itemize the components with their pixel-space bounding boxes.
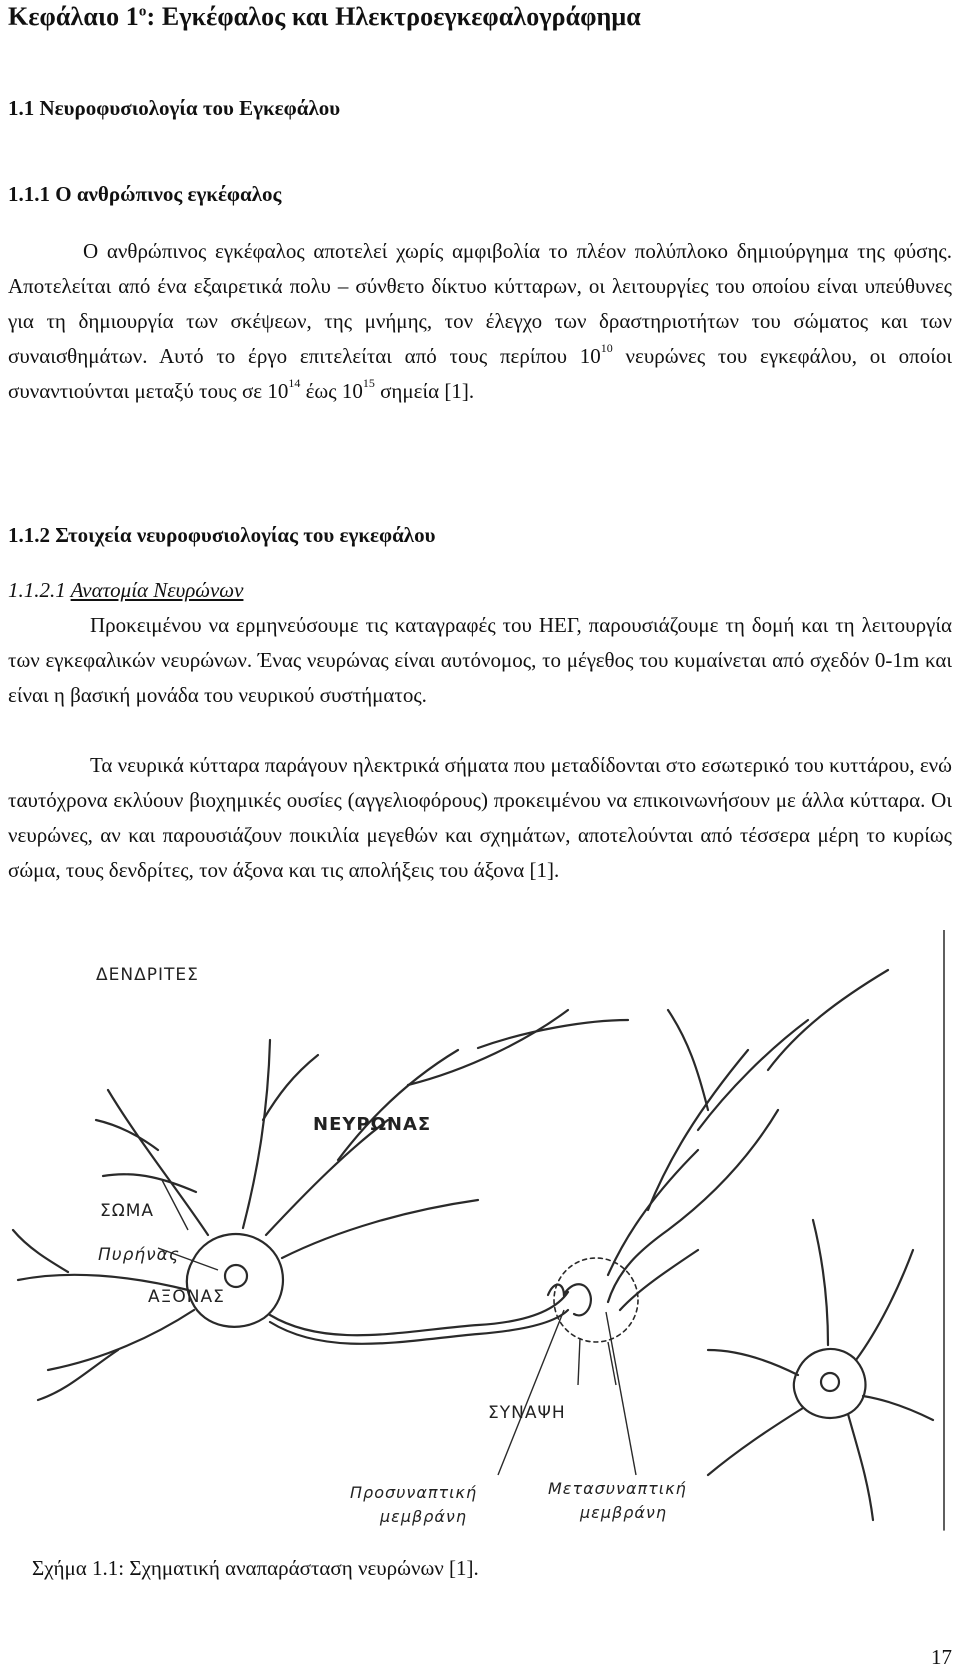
paragraph-brain-intro-text-3: έως 10: [300, 379, 363, 403]
label-postsynaptic-line2: μεμβράνη: [580, 1503, 667, 1522]
label-neuron: ΝΕΥΡΩΝΑΣ: [313, 1114, 432, 1135]
label-postsynaptic-line1: Μετασυναπτική: [548, 1479, 687, 1498]
label-presynaptic-line1: Προσυναπτική: [350, 1483, 478, 1502]
page-number: 17: [931, 1645, 952, 1669]
section-heading-1-1-1: 1.1.1 Ο ανθρώπινος εγκέφαλος: [8, 182, 282, 206]
chapter-title: [8, 2, 641, 32]
section-heading-1-1: 1.1 Νευροφυσιολογία του Εγκεφάλου: [8, 96, 341, 120]
exponent-15: 15: [362, 376, 375, 390]
paragraph-brain-intro-text-2: νευρώνες του εγκεφάλου, οι οποίοι συναντιούνται μεταξύ τους σε 10: [8, 344, 953, 403]
figure-caption: Σχήμα 1.1: Σχηματική αναπαράσταση νευρώνων [1].: [32, 1556, 479, 1580]
neuron-diagram: [8, 930, 952, 1550]
subsection-heading-1-1-2-1: [8, 578, 243, 603]
subsection-number: 1.1.2.1: [8, 578, 71, 602]
section-heading-1-1-2: 1.1.2 Στοιχεία νευροφυσιολογίας του εγκεφάλου: [8, 523, 436, 547]
chapter-title-rest: : Εγκέφαλος και Ηλεκτροεγκεφαλογράφημα: [146, 2, 641, 31]
neuron-figure: [8, 930, 952, 1550]
chapter-title-superscript: ο: [138, 3, 147, 20]
neuron-drawing: [13, 930, 944, 1530]
chapter-title-main: Κεφάλαιο 1: [8, 2, 139, 31]
label-soma: ΣΩΜΑ: [100, 1201, 155, 1221]
paragraph-brain-intro-text: Ο ανθρώπινος εγκέφαλος αποτελεί χωρίς αμφιβολία το πλέον πολύπλοκο δημιούργημα της φύσης. Αποτελείται από ένα εξαιρετικά πολυ – σύνθετο δίκτυο κύτταρων, οι λειτουργίες του οποίου είναι υπεύθυνες για τη δημιουργία των σκέψεων, της μνήμης, τον έλεγχο των δραστηριοτήτων του σώματος και των συναισθημάτων. Αυτό το έργο επιτελείται από τους περίπου 10: [8, 239, 952, 368]
paragraph-brain-intro: [8, 234, 952, 409]
paragraph-brain-intro-text-4: σημεία [1].: [374, 379, 475, 403]
label-dendrites: ΔΕΝΔΡΙΤΕΣ: [96, 965, 199, 985]
paragraph-neuron-anatomy: Προκειμένου να ερμηνεύσουμε τις καταγραφές του ΗΕΓ, παρουσιάζουμε τη δομή και τη λειτουργία των εγκεφαλικών νευρώνων. Ένας νευρώνας είναι αυτόνομος, το μέγεθος του κυμαίνεται από σχεδόν 0-1m και είναι η βασική μονάδα του νευρικού συστήματος.: [8, 613, 952, 707]
subsection-title: Ανατομία Νευρώνων: [70, 578, 244, 602]
label-nucleus: Πυρήνας: [98, 1245, 180, 1265]
exponent-10: 10: [600, 341, 613, 355]
label-axon: ΑΞΟΝΑΣ: [148, 1287, 225, 1307]
paragraph-neuron-signals: Τα νευρικά κύτταρα παράγουν ηλεκτρικά σήματα που μεταδίδονται στο εσωτερικό του κυττάρου, ενώ ταυτόχρονα εκλύουν βιοχημικές ουσίες (αγγελιοφόρους) προκειμένου να επικοινωνήσουν με άλλα κύτταρα. Οι νευρώνες, αν και παρουσιάζουν ποικιλία μεγεθών και σχημάτων, αποτελούνται από τέσσερα μέρη το κυρίως σώμα, τους δενδρίτες, τον άξονα και τις απολήξεις του άξονα [1].: [8, 753, 952, 882]
label-presynaptic-line2: μεμβράνη: [380, 1507, 467, 1526]
exponent-14: 14: [288, 376, 301, 390]
label-synapse: ΣΥΝΑΨΗ: [488, 1403, 566, 1423]
